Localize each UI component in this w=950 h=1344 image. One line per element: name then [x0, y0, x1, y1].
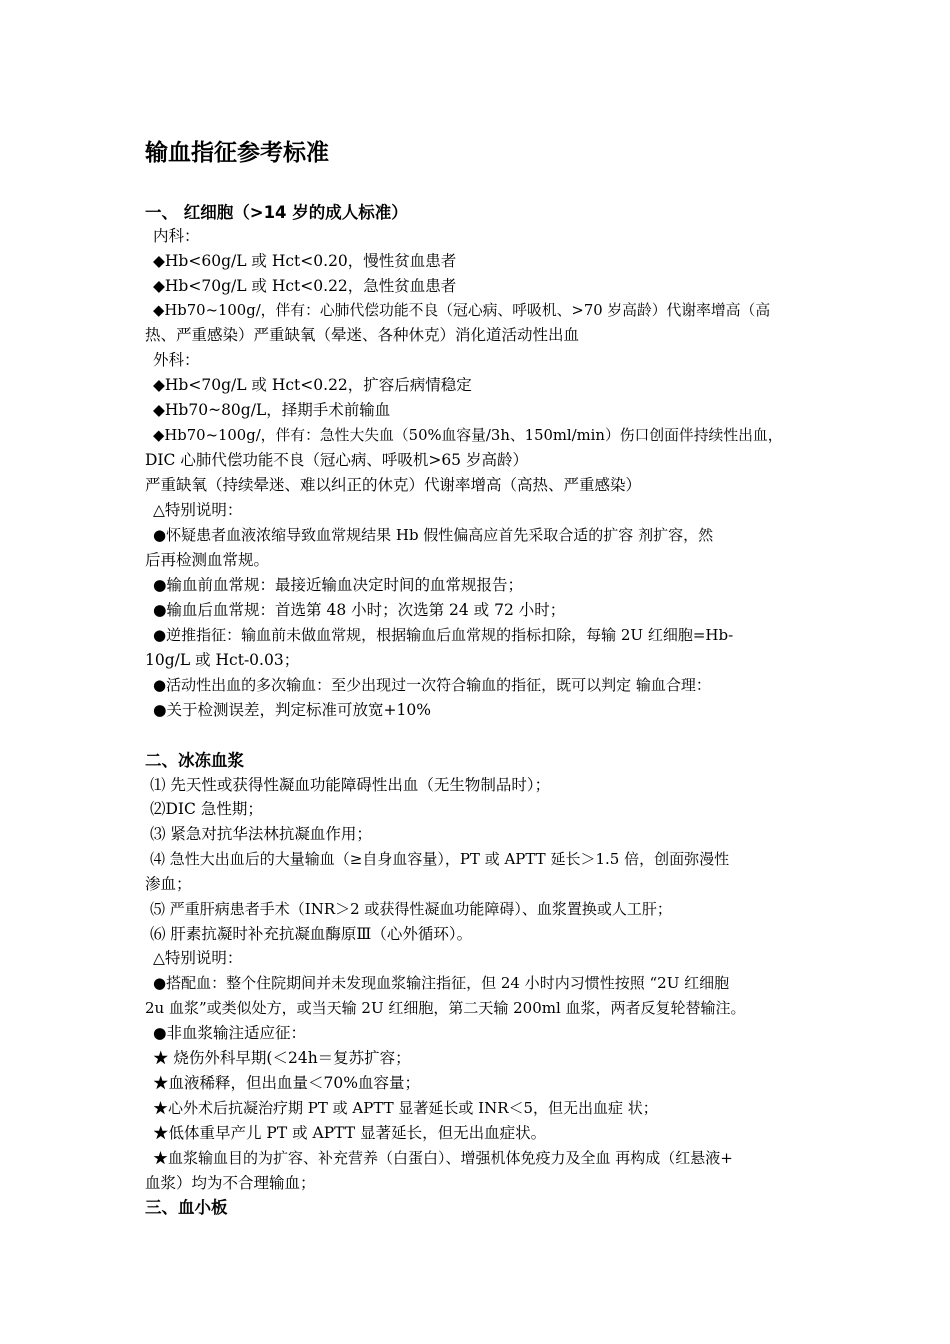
section3-heading: 三、血小板: [145, 1198, 228, 1217]
section2-line: ★血浆输血目的为扩容、补充营养（白蛋白）、增强机体免疫力及全血 再构成（红悬液+: [153, 1149, 733, 1167]
section2-line: ⑵DIC 急性期；: [150, 800, 263, 818]
section1-line: ●活动性出血的多次输血：至少出现过一次符合输血的指征，既可以判定 输血合理：: [153, 676, 711, 694]
section2-line: ●搭配血：整个住院期间并未发现血浆输注指征，但 24 小时内习惯性按照 “2U 红细胞: [153, 974, 730, 992]
section1-line: 严重缺氧（持续晕迷、难以纠正的休克）代谢率增高（高热、严重感染）: [145, 476, 642, 494]
section1-line: ◆Hb70~100g/，伴有：心肺代偿功能不良（冠心病、呼吸机、>70 岁高龄）代谢率增高（高: [153, 302, 771, 319]
section1-line: DIC 心肺代偿功能不良（冠心病、呼吸机>65 岁高龄）: [145, 451, 528, 469]
section1-line: ◆Hb<70g/L 或 Hct<0.22，急性贫血患者: [153, 277, 457, 295]
section1-heading: 一、 红细胞（>14 岁的成人标准）: [145, 203, 408, 222]
document-title: 输血指征参考标准: [145, 140, 329, 166]
section1-line: △特别说明：: [153, 501, 243, 519]
section2-line: ★血液稀释，但出血量＜70%血容量；: [153, 1074, 420, 1092]
section1-line: ●关于检测误差，判定标准可放宽+10%: [153, 701, 431, 719]
section2-line: ⑷ 急性大出血后的大量输血（≥自身血容量），PT 或 APTT 延长＞1.5 倍，创面弥漫性: [150, 850, 730, 868]
section2-line: 血浆）均为不合理输血；: [145, 1174, 316, 1192]
section2-line: ★ 烧伤外科早期(＜24h＝复苏扩容；: [153, 1049, 411, 1067]
section1-line: ●输血前血常规：最接近输血决定时间的血常规报告；: [153, 576, 524, 594]
section2-line: 渗血；: [145, 875, 192, 893]
section2-line: ⑸ 严重肝病患者手术（INR＞2 或获得性凝血功能障碍）、血浆置换或人工肝；: [150, 900, 672, 918]
section1-line: ●输血后血常规：首选第 48 小时；次选第 24 或 72 小时；: [153, 601, 566, 619]
section2-line: 2u 血浆”或类似处方，或当天输 2U 红细胞，第二天输 200ml 血浆，两者反复轮替输注。: [145, 999, 746, 1017]
section1-line: 外科：: [153, 351, 200, 369]
section2-line: ★低体重早产儿 PT 或 APTT 显著延长，但无出血症状。: [153, 1124, 547, 1142]
section1-line: ◆Hb70~100g/，伴有：急性大失血（50%血容量/3h、150ml/min）伤口创面伴持续性出血，: [153, 427, 783, 444]
section2-line: ●非血浆输注适应征：: [153, 1024, 307, 1042]
section2-heading: 二、冰冻血浆: [145, 751, 244, 770]
section1-line: 热、严重感染）严重缺氧（晕迷、各种休克）消化道活动性出血: [145, 326, 580, 344]
section1-line: ◆Hb<70g/L 或 Hct<0.22，扩容后病情稳定: [153, 376, 472, 394]
section2-line: ⑴ 先天性或获得性凝血功能障碍性出血（无生物制品时）；: [150, 776, 551, 794]
section1-line: 内科：: [153, 227, 200, 245]
section1-line: ●逆推指征：输血前未做血常规，根据输血后血常规的指标扣除，每输 2U 红细胞=Hb-: [153, 626, 734, 644]
section1-line: ●怀疑患者血液浓缩导致血常规结果 Hb 假性偏高应首先采取合适的扩容 剂扩容，然: [153, 526, 714, 544]
section1-line: ◆Hb<60g/L 或 Hct<0.20，慢性贫血患者: [153, 252, 457, 270]
section1-line: 后再检测血常规。: [145, 551, 270, 569]
section1-line: 10g/L 或 Hct-0.03；: [145, 651, 300, 669]
section2-line: △特别说明：: [153, 949, 243, 967]
section2-line: ★心外术后抗凝治疗期 PT 或 APTT 显著延长或 INR＜5，但无出血症 状；: [153, 1099, 658, 1117]
section2-line: ⑶ 紧急对抗华法林抗凝血作用；: [150, 825, 372, 843]
section2-line: ⑹ 肝素抗凝时补充抗凝血酶原Ⅲ（心外循环）。: [150, 925, 473, 943]
section1-line: ◆Hb70~80g/L，择期手术前输血: [153, 401, 391, 419]
